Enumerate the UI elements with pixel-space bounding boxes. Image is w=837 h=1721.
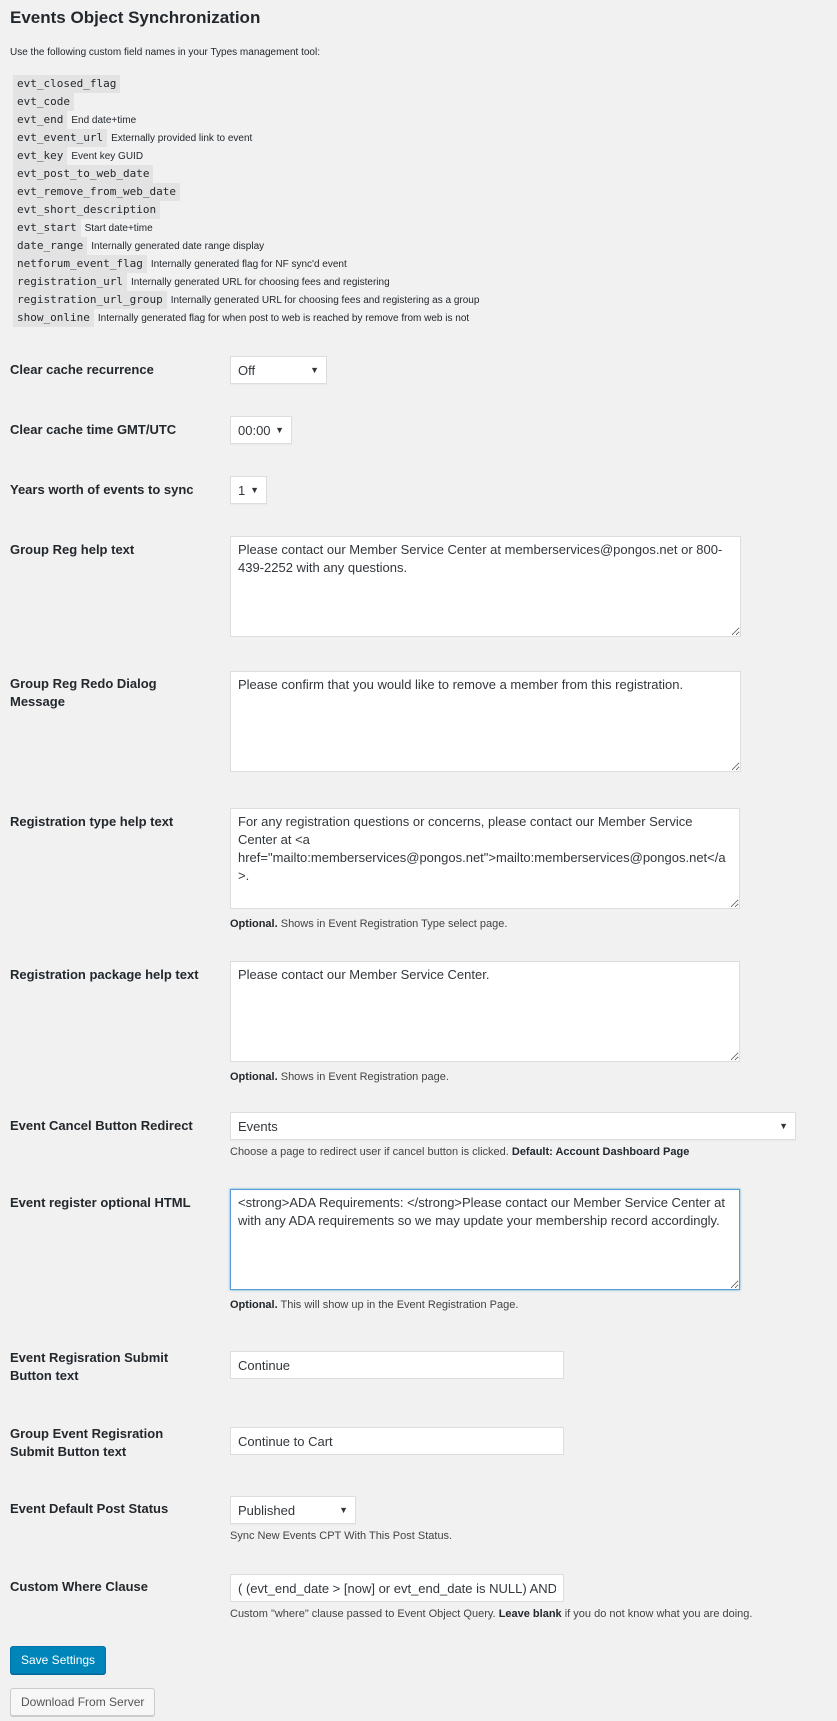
group-reg-help-textarea[interactable] [230, 536, 741, 637]
custom-field-description: Internally generated date range display [91, 241, 265, 252]
custom-field-row [13, 183, 479, 201]
submit-text-input[interactable] [230, 1351, 564, 1379]
custom-field-description: Externally provided link to event [111, 133, 253, 144]
custom-field-name: show_online [13, 309, 94, 327]
group-submit-text-label: Group Event Regisration Submit Button text [10, 1426, 164, 1459]
where-clause-description: Custom "where" clause passed to Event Object Query. Leave blank if you do not know what you are doing. [230, 1608, 753, 1620]
custom-field-name: evt_start [13, 219, 81, 237]
page-title: Events Object Synchronization [10, 8, 261, 27]
register-html-description: Optional. This will show up in the Event Registration Page. [230, 1299, 519, 1311]
clear-cache-recurrence-select[interactable] [230, 356, 327, 384]
clear-cache-recurrence-label: Clear cache recurrence [10, 362, 154, 377]
chevron-down-icon: ▼ [250, 485, 259, 495]
cancel-redirect-label: Event Cancel Button Redirect [10, 1118, 193, 1133]
chevron-down-icon: ▼ [275, 425, 284, 435]
custom-field-name: evt_post_to_web_date [13, 165, 153, 183]
chevron-down-icon: ▼ [779, 1121, 788, 1131]
custom-field-name: netforum_event_flag [13, 255, 147, 273]
clear-cache-time-label: Clear cache time GMT/UTC [10, 422, 177, 437]
post-status-value: Published [238, 1502, 296, 1518]
custom-field-name: evt_remove_from_web_date [13, 183, 180, 201]
clear-cache-time-value: 00:00 [238, 422, 271, 438]
custom-field-name: registration_url_group [13, 291, 167, 309]
custom-field-row [13, 75, 479, 93]
chevron-down-icon: ▼ [310, 365, 319, 375]
cancel-redirect-description: Choose a page to redirect user if cancel button is clicked. Default: Account Dashboard Page [230, 1146, 690, 1158]
custom-field-row [13, 309, 479, 327]
reg-package-help-label: Registration package help text [10, 967, 199, 982]
group-submit-text-input[interactable] [230, 1427, 564, 1455]
custom-field-row [13, 237, 479, 255]
custom-field-description: Internally generated URL for choosing fees and registering [130, 277, 390, 288]
post-status-select[interactable] [230, 1496, 356, 1524]
group-reg-redo-textarea[interactable] [230, 671, 741, 772]
custom-field-name: evt_code [13, 93, 74, 111]
custom-field-name: evt_key [13, 147, 67, 165]
custom-field-list [13, 75, 479, 327]
where-clause-input[interactable] [230, 1574, 564, 1602]
post-status-label: Event Default Post Status [10, 1501, 169, 1516]
cancel-redirect-select[interactable] [230, 1112, 796, 1140]
clear-cache-time-select[interactable] [230, 416, 292, 444]
custom-field-description: Start date+time [84, 223, 153, 234]
custom-field-name: evt_event_url [13, 129, 107, 147]
custom-field-name: evt_closed_flag [13, 75, 120, 93]
save-settings-button[interactable]: Save Settings [10, 1646, 106, 1674]
chevron-down-icon: ▼ [339, 1505, 348, 1515]
custom-field-row [13, 255, 479, 273]
custom-field-row [13, 165, 479, 183]
reg-package-help-description: Optional. Shows in Event Registration page. [230, 1071, 449, 1083]
register-html-label: Event register optional HTML [10, 1195, 191, 1210]
reg-type-help-textarea[interactable] [230, 808, 740, 909]
where-clause-label: Custom Where Clause [10, 1579, 148, 1594]
custom-field-row [13, 219, 479, 237]
custom-field-description: End date+time [71, 115, 137, 126]
intro-text: Use the following custom field names in your Types management tool: [10, 47, 320, 58]
cancel-redirect-value: Events [238, 1118, 278, 1134]
submit-text-label: Event Regisration Submit Button text [10, 1350, 169, 1383]
custom-field-name: evt_end [13, 111, 67, 129]
years-to-sync-select[interactable] [230, 476, 267, 504]
clear-cache-recurrence-value: Off [238, 362, 256, 378]
custom-field-row [13, 111, 479, 129]
custom-field-description: Internally generated flag for when post to web is reached by remove from web is not [97, 313, 470, 324]
custom-field-row [13, 129, 479, 147]
custom-field-description: Internally generated URL for choosing fees and registering as a group [170, 295, 480, 306]
reg-package-help-textarea[interactable] [230, 961, 740, 1062]
years-to-sync-value: 1 [238, 482, 246, 498]
custom-field-name: evt_short_description [13, 201, 160, 219]
download-from-server-button[interactable]: Download From Server [10, 1688, 155, 1716]
custom-field-row [13, 273, 479, 291]
group-reg-redo-label: Group Reg Redo Dialog Message [10, 676, 157, 709]
reg-type-help-description: Optional. Shows in Event Registration Type select page. [230, 918, 508, 930]
register-html-textarea[interactable] [230, 1189, 740, 1290]
custom-field-name: registration_url [13, 273, 127, 291]
custom-field-row [13, 147, 479, 165]
years-to-sync-label: Years worth of events to sync [10, 482, 194, 497]
post-status-description: Sync New Events CPT With This Post Status. [230, 1530, 453, 1542]
custom-field-row [13, 201, 479, 219]
custom-field-row [13, 93, 479, 111]
custom-field-name: date_range [13, 237, 87, 255]
group-reg-help-label: Group Reg help text [10, 542, 135, 557]
custom-field-description: Event key GUID [71, 151, 144, 162]
custom-field-row [13, 291, 479, 309]
custom-field-description: Internally generated flag for NF sync'd event [150, 259, 347, 270]
reg-type-help-label: Registration type help text [10, 814, 174, 829]
